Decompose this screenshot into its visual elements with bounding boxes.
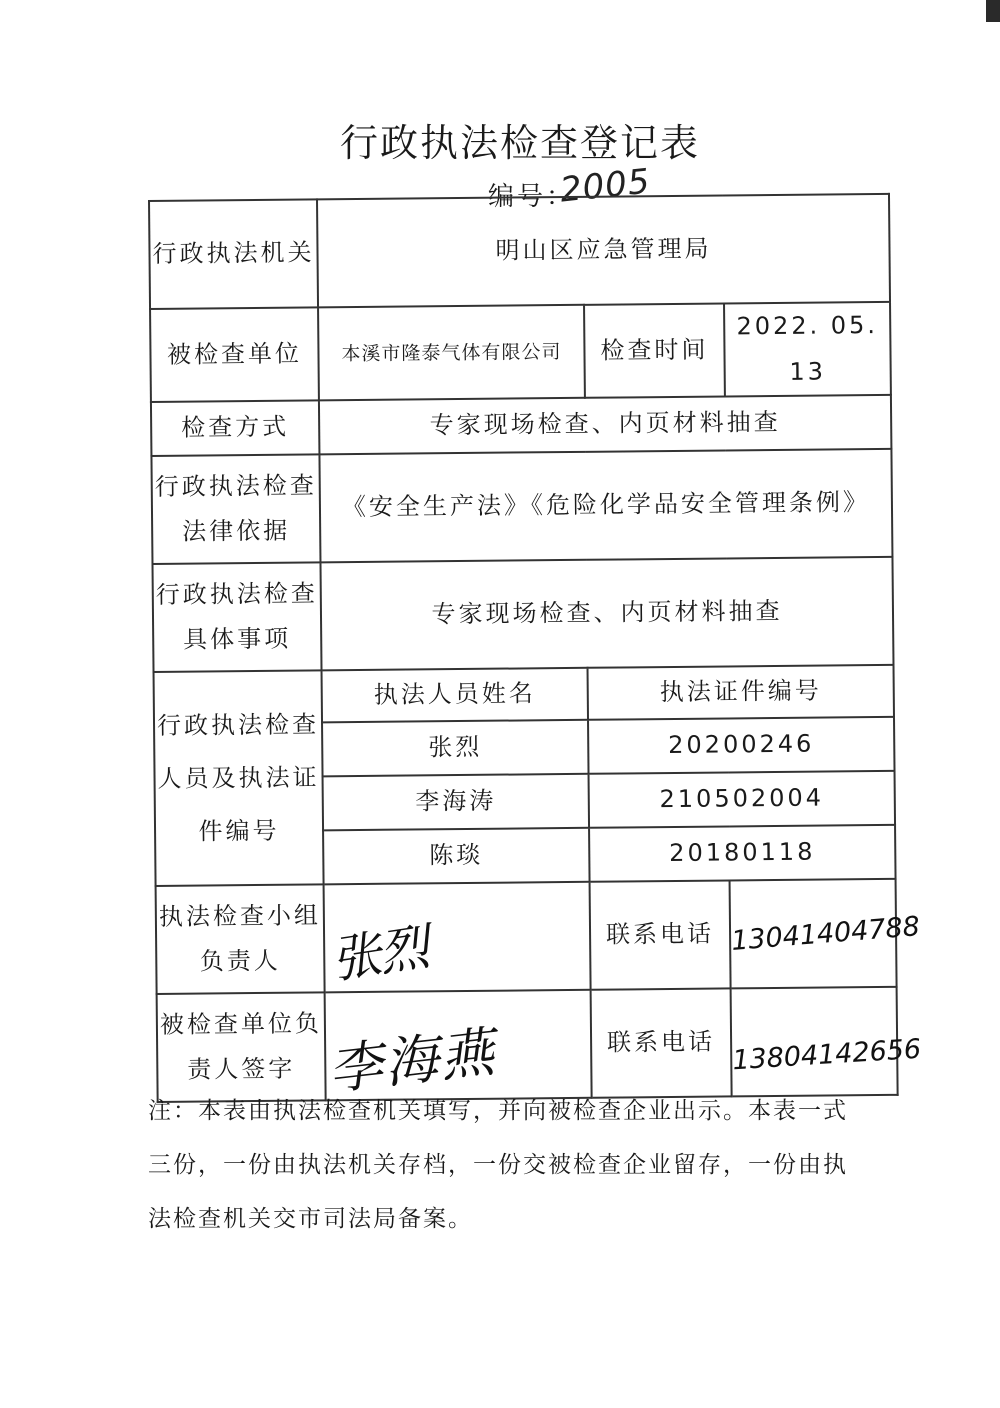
officer-cert-number: 20200246 <box>588 717 895 774</box>
leader-phone-handwritten: 13041404788 <box>730 910 921 957</box>
inspection-form-table <box>148 193 922 1103</box>
legal-basis-label: 行政执法检查法律依据 <box>151 455 320 565</box>
agency-label: 行政执法机关 <box>149 199 318 309</box>
method-label: 检查方式 <box>151 401 320 457</box>
document-title: 行政执法检查登记表 <box>339 121 700 165</box>
row-team-leader <box>156 879 897 994</box>
unit-head-signature: 李海燕 <box>325 1020 500 1103</box>
unit-head-phone-cell <box>731 987 922 1097</box>
unit-head-label: 被检查单位负责人签字 <box>157 993 326 1103</box>
footnote: 注：本表由执法检查机关填写，并向被检查企业出示。本表一式三份，一份由执法机关存档，一份交被检查企业留存，一份由执法检查机关交市司法局备案。 <box>148 1098 848 1232</box>
row-inspected-unit <box>150 302 891 402</box>
team-leader-signature: 张烈 <box>327 918 431 990</box>
cert-number-header: 执法证件编号 <box>588 665 895 720</box>
row-agency <box>149 194 890 309</box>
row-specific-items <box>152 557 893 672</box>
inspection-time-value: 2022. 05. 13 <box>724 302 891 397</box>
officer-name-header: 执法人员姓名 <box>322 668 588 723</box>
team-leader-signature-cell <box>324 882 591 993</box>
specific-items-label: 行政执法检查具体事项 <box>152 563 321 673</box>
personnel-label: 行政执法检查人员及执法证件编号 <box>154 671 324 887</box>
leader-phone-label: 联系电话 <box>590 881 731 990</box>
serial-number-handwritten: 2005 <box>558 161 653 211</box>
officer-name: 李海涛 <box>323 774 590 831</box>
row-personnel-header <box>154 665 894 724</box>
team-leader-label: 执法检查小组负责人 <box>156 885 325 995</box>
scan-edge-shadow <box>986 0 1000 22</box>
leader-phone-cell <box>730 879 921 989</box>
unit-head-phone-handwritten: 13804142656 <box>731 1033 922 1076</box>
unit-head-phone-label: 联系电话 <box>591 989 732 1098</box>
serial-number-label: 编号： <box>488 182 576 212</box>
officer-name: 张烈 <box>322 720 589 777</box>
officer-name: 陈琰 <box>323 828 590 885</box>
inspected-unit-value: 本溪市隆泰气体有限公司 <box>318 305 585 401</box>
row-legal-basis <box>151 449 892 564</box>
specific-items-value: 专家现场检查、内页材料抽查 <box>320 557 893 670</box>
officer-cert-number: 210502004 <box>589 771 896 828</box>
inspection-time-label: 检查时间 <box>584 303 725 398</box>
method-value: 专家现场检查、内页材料抽查 <box>319 395 892 454</box>
agency-value: 明山区应急管理局 <box>317 194 890 307</box>
officer-cert-number: 20180118 <box>589 825 896 882</box>
row-method <box>151 395 892 456</box>
inspected-unit-label: 被检查单位 <box>150 307 319 402</box>
legal-basis-value: 《安全生产法》《危险化学品安全管理条例》 <box>319 449 892 562</box>
